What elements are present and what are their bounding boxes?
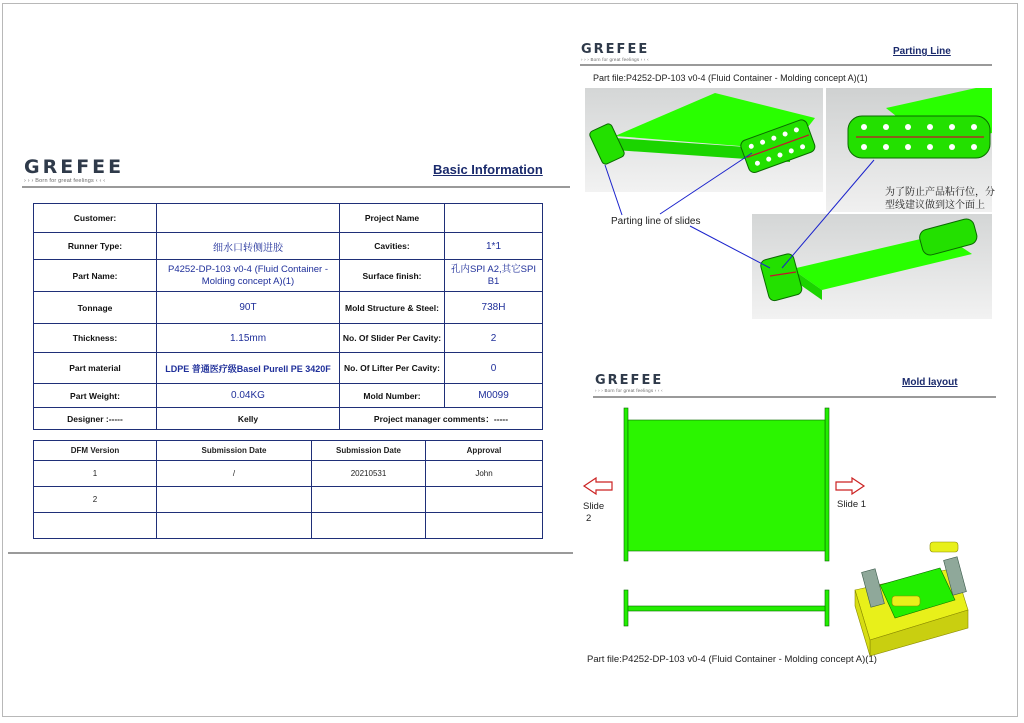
info-label: Surface finish: — [340, 260, 445, 292]
dfm-header: Approval — [426, 441, 543, 461]
slide-2-plate — [624, 408, 628, 561]
mold-layout-drawing — [570, 400, 1020, 670]
parting-line-title: Parting Line — [893, 46, 951, 57]
info-value: LDPE 普通医疗级Basel Purell PE 3420F — [157, 353, 340, 384]
info-value: 0 — [445, 353, 543, 384]
logo-wordmark: GREFEE — [595, 373, 664, 388]
info-label: Mold Number: — [340, 384, 445, 408]
logo-tagline: › › › Born for great feelings ‹ ‹ ‹ — [581, 57, 649, 62]
info-value: 90T — [157, 292, 340, 324]
designer-value: Kelly — [157, 408, 340, 430]
logo-wordmark: GREFEE — [24, 156, 125, 178]
info-label: Thickness: — [34, 324, 157, 353]
side-view-right-flange — [825, 590, 829, 626]
info-label: Runner Type: — [34, 233, 157, 260]
layout-part-file: Part file:P4252-DP-103 v0-4 (Fluid Container - Molding concept A)(1) — [587, 654, 877, 665]
info-label: Mold Structure & Steel: — [340, 292, 445, 324]
dfm-cell: 2 — [34, 487, 157, 513]
slide-2-word: Slide — [583, 501, 605, 512]
parting-part-file: Part file:P4252-DP-103 v0-4 (Fluid Container - Molding concept A)(1) — [593, 73, 868, 83]
dfm-header: Submission Date — [312, 441, 426, 461]
parting-note-line: 为了防止产品粘行位，分 — [885, 187, 995, 198]
info-value: P4252-DP-103 v0-4 (Fluid Container - Molding concept A)(1) — [157, 260, 340, 292]
dfm-cell: 1 — [34, 461, 157, 487]
logo-wordmark: GREFEE — [581, 42, 650, 57]
mold-base-render — [855, 542, 968, 656]
info-label: Cavities: — [340, 233, 445, 260]
info-label: Part Name: — [34, 260, 157, 292]
designer-label: Designer :----- — [34, 408, 157, 430]
slide-2-number: 2 — [586, 513, 592, 524]
info-label: Part Weight: — [34, 384, 157, 408]
dfm-cell: John — [426, 461, 543, 487]
info-label: Part material — [34, 353, 157, 384]
info-label: Project Name — [340, 204, 445, 233]
part-side-view — [628, 606, 825, 611]
side-view-left-flange — [624, 590, 628, 626]
info-value: 孔内SPI A2,其它SPI B1 — [445, 260, 543, 292]
info-value: 0.04KG — [157, 384, 340, 408]
info-label: Tonnage — [34, 292, 157, 324]
info-label: Customer: — [34, 204, 157, 233]
dfm-header: DFM Version — [34, 441, 157, 461]
logo-tagline: › › › Born for great feelings ‹ ‹ ‹ — [595, 388, 663, 393]
parting-note-line: 型线建议做到这个面上 — [885, 200, 985, 211]
info-value: 细水口转侧进胶 — [157, 233, 340, 260]
info-value: M0099 — [445, 384, 543, 408]
slide-2-direction-arrow — [584, 478, 612, 494]
info-label: No. Of Lifter Per Cavity: — [340, 353, 445, 384]
dfm-cell: / — [157, 461, 312, 487]
info-value: 738H — [445, 292, 543, 324]
info-value: 1*1 — [445, 233, 543, 260]
logo-tagline: › › › Born for great feelings ‹ ‹ ‹ — [24, 178, 106, 184]
parting-slides-label: Parting line of slides — [611, 216, 701, 227]
slide-1-label: Slide 1 — [837, 499, 867, 510]
slide-2-label — [583, 501, 604, 525]
info-label: No. Of Slider Per Cavity: — [340, 324, 445, 353]
basic-info-title: Basic Information — [433, 162, 543, 177]
dfm-cell: 20210531 — [312, 461, 426, 487]
grefee-logo-layout — [595, 374, 663, 393]
pm-comments: Project manager comments：----- — [340, 408, 543, 430]
slide-1-direction-arrow — [836, 478, 864, 494]
slide-1-plate — [825, 408, 829, 561]
layout-header-rule — [593, 396, 996, 398]
part-top-view — [628, 420, 825, 551]
mold-layout-title: Mold layout — [902, 377, 958, 388]
info-value: 2 — [445, 324, 543, 353]
dfm-header: Submission Date — [157, 441, 312, 461]
info-value: 1.15mm — [157, 324, 340, 353]
